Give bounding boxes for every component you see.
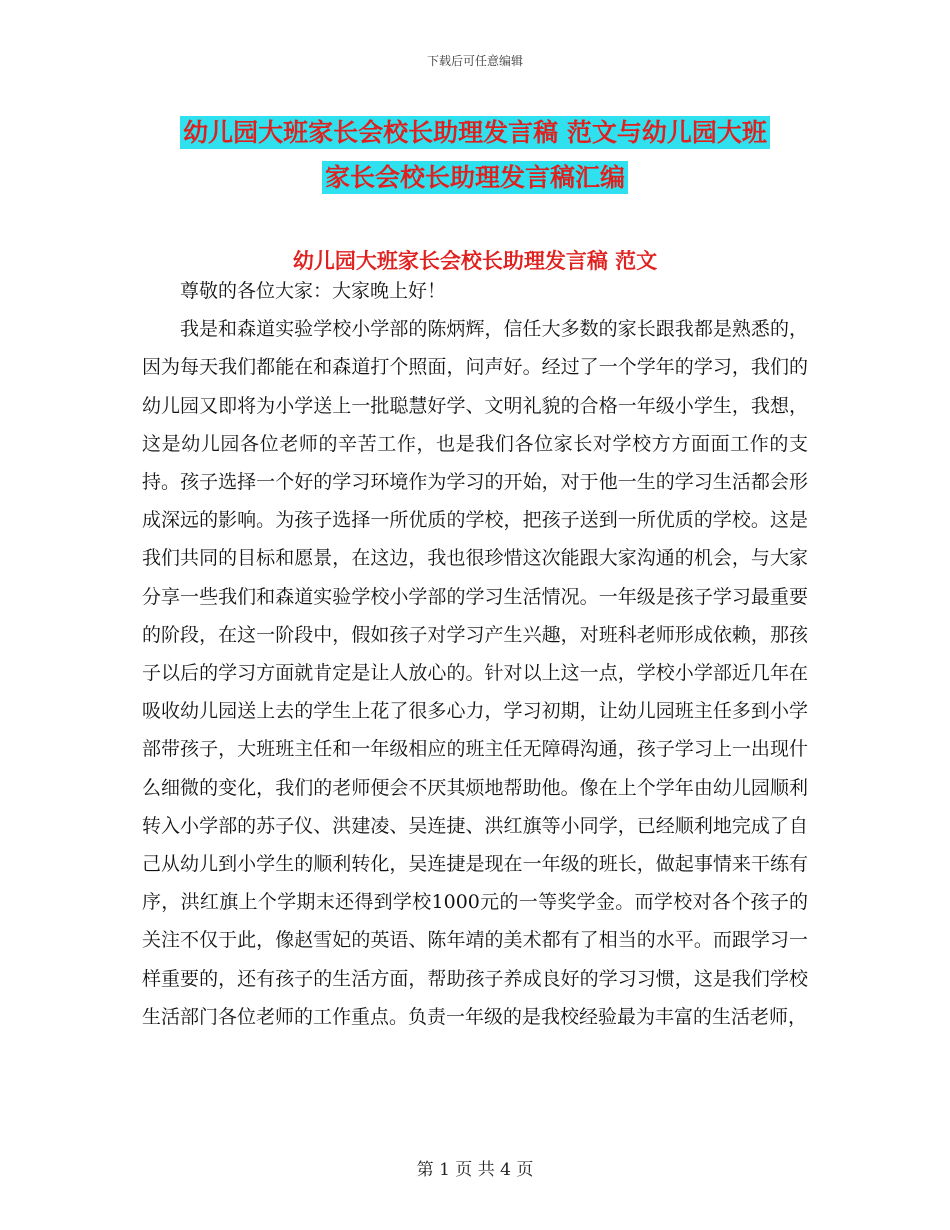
section-title: 幼儿园大班家长会校长助理发言稿 范文 <box>292 248 658 273</box>
document-title-line-1: 幼儿园大班家长会校长助理发言稿 范文与幼儿园大班 <box>180 116 770 149</box>
body-text <box>142 272 808 1036</box>
document-title-line-2: 家长会校长助理发言稿汇编 <box>322 161 628 194</box>
header-note: 下载后可任意编辑 <box>426 54 523 68</box>
greeting-paragraph: 尊敬的各位大家：大家晚上好！ <box>180 280 447 302</box>
document-title <box>0 110 950 200</box>
page-footer: 第 1 页 共 4 页 <box>416 1160 534 1180</box>
body-paragraph: 我是和森道实验学校小学部的陈炳辉，信任大多数的家长跟我都是熟悉的，因为每天我们都能在和森道打个照面，问声好。经过了一个学年的学习，我们的幼儿园又即将为小学送上一批聪慧好学、文明礼貌的合格一年级小学生，我想，这是幼儿园各位老师的辛苦工作，也是我们各位家长对学校方方面面工作的支持。孩子选择一个好的学习环境作为学习的开始，对于他一生的学习生活都会形成深远的影响。为孩子选择一所优质的学校，把孩子送到一所优质的学校。这是我们共同的目标和愿景，在这边，我也很珍惜这次能跟大家沟通的机会，与大家分享一些我们和森道实验学校小学部的学习生活情况。一年级是孩子学习最重要的阶段，在这一阶段中，假如孩子对学习产生兴趣，对班科老师形成依赖，那孩子以后的学习方面就肯定是让人放心的。针对以上这一点，学校小学部近几年在吸收幼儿园送上去的学生上花了很多心力，学习初期，让幼儿园班主任多到小学部带孩子，大班班主任和一年级相应的班主任无障碍沟通，孩子学习上一出现什么细微的变化，我们的老师便会不厌其烦地帮助他。像在上个学年由幼儿园顺利转入小学部的苏子仪、洪建凌、吴连捷、洪红旗等小同学，已经顺利地完成了自己从幼儿到小学生的顺利转化，吴连捷是现在一年级的班长，做起事情来干练有序，洪红旗上个学期末还得到学校1000元的一等奖学金。而学校对各个孩子的关注不仅于此，像赵雪妃的英语、陈年靖的美术都有了相当的水平。而跟学习一样重要的，还有孩子的生活方面，帮助孩子养成良好的学习习惯，这是我们学校生活部门各位老师的工作重点。负责一年级的是我校经验最为丰富的生活老师， <box>142 318 808 1028</box>
